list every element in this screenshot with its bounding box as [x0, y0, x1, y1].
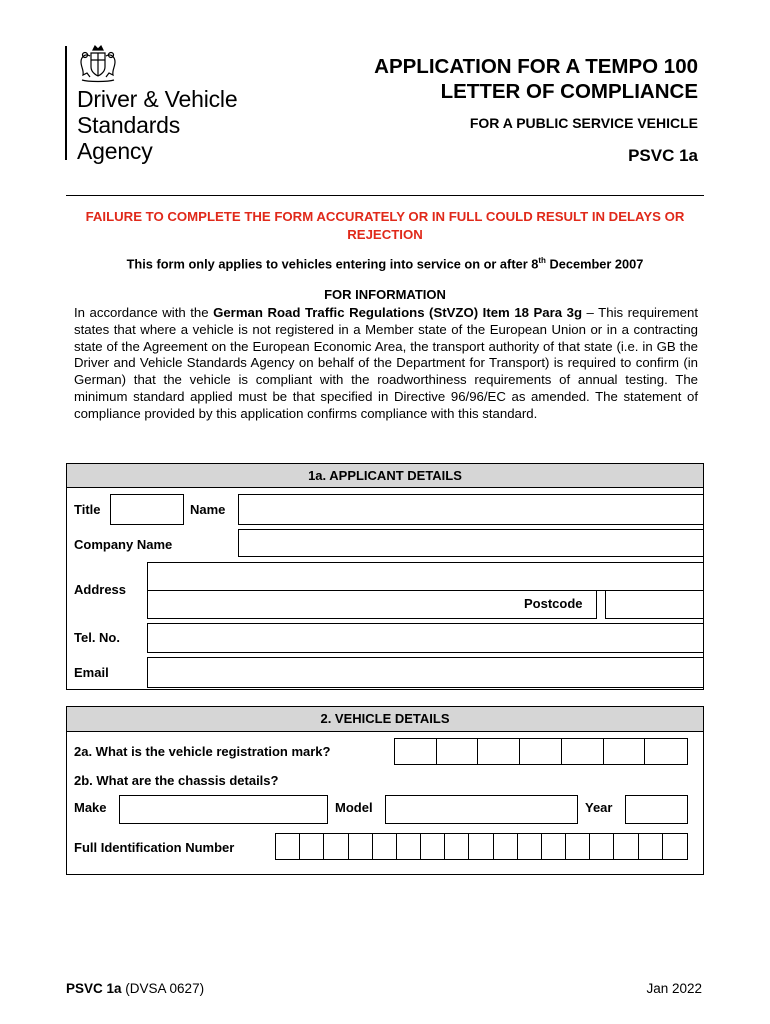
info-heading: FOR INFORMATION: [324, 287, 446, 302]
model-field[interactable]: [385, 795, 578, 824]
form-code: PSVC 1a: [628, 146, 698, 165]
title-field[interactable]: [110, 494, 184, 525]
fin-label: Full Identification Number: [74, 840, 235, 855]
name-field[interactable]: [238, 494, 704, 525]
org-name-line-2: Standards: [77, 112, 181, 138]
make-field[interactable]: [119, 795, 328, 824]
year-field[interactable]: [625, 795, 688, 824]
org-name-line-3: Agency: [77, 138, 153, 164]
form-subtitle: FOR A PUBLIC SERVICE VEHICLE: [469, 115, 698, 131]
footer-form-reference: PSVC 1a (DVSA 0627): [66, 981, 205, 996]
full-identification-number-field[interactable]: [275, 833, 688, 860]
logo-divider: [65, 46, 67, 160]
royal-crest-icon: [76, 44, 120, 84]
email-label: Email: [74, 665, 109, 680]
warning-text: FAILURE TO COMPLETE THE FORM ACCURATELY OR IN FULL COULD RESULT IN DELAYS OR REJECTION: [85, 209, 685, 242]
make-label: Make: [74, 800, 107, 815]
year-label: Year: [585, 800, 613, 815]
postcode-label: Postcode: [524, 596, 583, 611]
address-line-1-field[interactable]: [147, 562, 704, 591]
regulation-reference: German Road Traffic Regulations (StVZO) Item 18 Para 3g: [213, 305, 583, 320]
model-label: Model: [335, 800, 373, 815]
info-paragraph: In accordance with the German Road Traffic Regulations (StVZO) Item 18 Para 3g – This requirement states that where a vehicle is not registered in a Member state of the European Union or in a contracting state of the Agreement on the European Economic Area, the transport authority of that state (i.e. in GB the Driver and Vehicle Standards Agency on behalf of the Department for Transport) is required to confirm (in German) that the vehicle is compliant with the roadworthiness requirements of annual testing. The minimum standard applied must be that specified in Directive 96/96/EC as amended. The statement of compliance provided by this application confirms compliance with this standard.: [74, 305, 698, 421]
chassis-question: 2b. What are the chassis details?: [74, 773, 279, 788]
org-name-line-1: Driver & Vehicle: [77, 86, 238, 112]
applicant-section: [66, 463, 704, 690]
title-label: Title: [74, 502, 101, 517]
postcode-field[interactable]: [605, 590, 704, 619]
vehicle-section-heading: 2. VEHICLE DETAILS: [67, 707, 703, 732]
address-label: Address: [74, 582, 127, 597]
form-title-line-1: APPLICATION FOR A TEMPO 100: [374, 55, 698, 78]
vehicle-section: [66, 706, 704, 875]
footer-date: Jan 2022: [646, 981, 702, 996]
applies-notice: This form only applies to vehicles entering into service on or after 8th December 2007: [126, 256, 644, 272]
form-title-line-2: LETTER OF COMPLIANCE: [440, 80, 698, 103]
name-label: Name: [190, 502, 226, 517]
company-name-label: Company Name: [74, 537, 173, 552]
header-rule: [66, 195, 704, 196]
applicant-section-heading: 1a. APPLICANT DETAILS: [67, 464, 703, 488]
registration-mark-field[interactable]: [394, 738, 688, 765]
tel-label: Tel. No.: [74, 630, 120, 645]
company-name-field[interactable]: [238, 529, 704, 557]
registration-question: 2a. What is the vehicle registration mark?: [74, 744, 331, 759]
tel-field[interactable]: [147, 623, 704, 653]
email-field[interactable]: [147, 657, 704, 688]
